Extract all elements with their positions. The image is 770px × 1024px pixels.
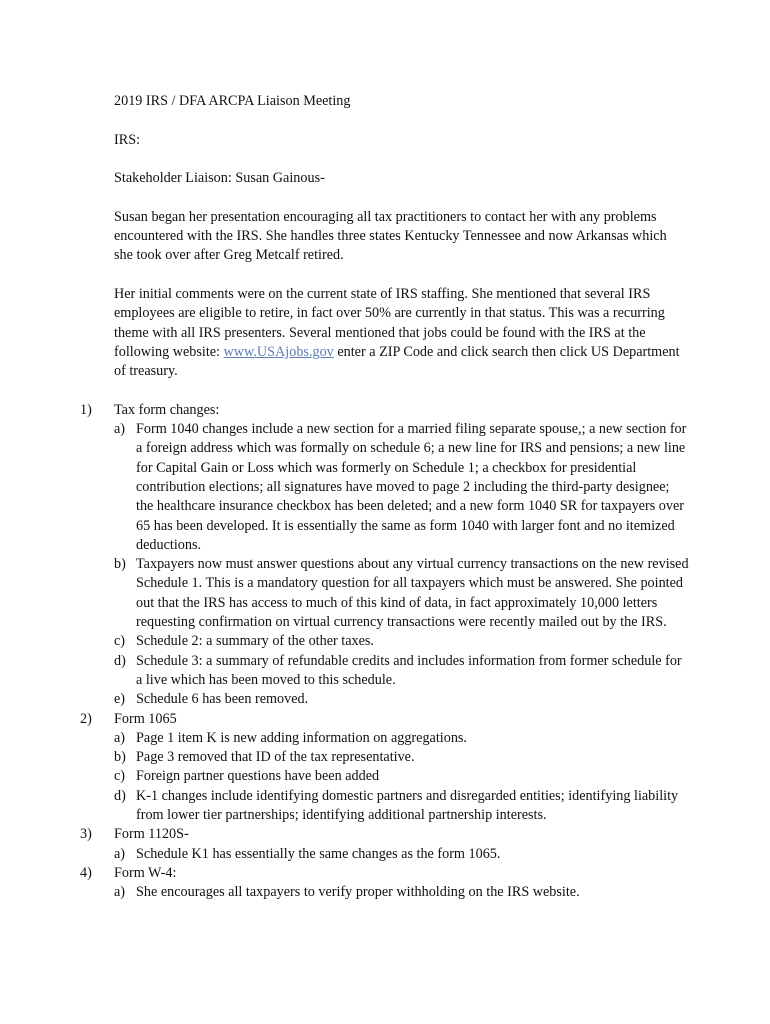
sub-item	[114, 729, 689, 748]
sub-item-letter: a)	[114, 845, 126, 862]
paragraph-staffing	[114, 285, 689, 381]
list-item	[80, 710, 689, 826]
sub-item-letter: e)	[114, 691, 126, 708]
list-item	[80, 864, 689, 903]
item-number: 2)	[80, 710, 92, 727]
list-item	[80, 825, 689, 864]
sub-item	[114, 690, 689, 709]
sub-item	[114, 767, 689, 786]
sub-item-letter: b)	[114, 749, 126, 766]
sub-item-letter: b)	[114, 556, 126, 573]
section-heading: IRS:	[114, 131, 141, 148]
sub-item	[114, 883, 689, 902]
document-body	[80, 92, 689, 902]
sub-item-text: Schedule K1 has essentially the same changes as the form 1065.	[136, 845, 501, 862]
sub-item-letter: d)	[114, 787, 126, 804]
sub-item-text: Schedule 2: a summary of the other taxes.	[136, 633, 374, 650]
sub-item	[114, 748, 689, 767]
sub-list	[114, 729, 689, 825]
usajobs-link[interactable]: www.USAjobs.gov	[223, 343, 334, 360]
sub-item-text: Page 3 removed that ID of the tax representative.	[136, 749, 415, 766]
sub-item	[114, 652, 689, 691]
item-number: 3)	[80, 826, 92, 843]
paragraph-staffing-text: Her initial comments were on the current state of IRS staffing. She mentioned that several IRS employees are eligible to retire, in fact over 50% are currently in that status. This was a recurring theme with all IRS presenters. Several mentioned that jobs could be found with the IRS at the following website:	[114, 285, 665, 360]
sub-item-letter: d)	[114, 652, 126, 669]
speaker-line: Stakeholder Liaison: Susan Gainous-	[114, 170, 325, 187]
sub-item-letter: a)	[114, 884, 126, 901]
item-number: 4)	[80, 864, 92, 881]
sub-list	[114, 845, 689, 864]
sub-item-letter: a)	[114, 729, 126, 746]
sub-item-letter: c)	[114, 768, 126, 785]
paragraph-staffing-tail: enter a ZIP Code and click search then click US Department of treasury.	[114, 343, 680, 380]
list-item	[80, 401, 689, 710]
sub-item-text: Schedule 3: a summary of refundable credits and includes information from former schedule for a live which has been moved to this schedule.	[136, 652, 682, 688]
sub-item-text: Foreign partner questions have been added	[136, 768, 380, 785]
item-label: Form 1065	[114, 710, 177, 727]
sub-item	[114, 845, 689, 864]
item-label: Tax form changes:	[114, 401, 220, 418]
sub-item	[114, 787, 689, 826]
sub-item-letter: c)	[114, 633, 126, 650]
sub-item-letter: a)	[114, 421, 126, 438]
sub-item-text: Page 1 item K is new adding information on aggregations.	[136, 729, 467, 746]
sub-item	[114, 420, 689, 555]
sub-item-text: Schedule 6 has been removed.	[136, 691, 309, 708]
sub-item-text: She encourages all taxpayers to verify proper withholding on the IRS website.	[136, 884, 580, 901]
item-label: Form W-4:	[114, 864, 177, 881]
paragraph-intro: Susan began her presentation encouraging all tax practitioners to contact her with any problems encountered with the IRS. She handles three states Kentucky Tennessee and now Arkansas which she took over after Greg Metcalf retired.	[114, 208, 667, 264]
document-title: 2019 IRS / DFA ARCPA Liaison Meeting	[114, 93, 351, 109]
sub-item-text: Taxpayers now must answer questions about any virtual currency transactions on the new revised Schedule 1. This is a mandatory question for all taxpayers which must be answered. She pointed out that the IRS has access to much of this kind of data, in fact approximately 10,000 letters requesting confirmation on virtual currency transactions were recently mailed out by the IRS.	[136, 556, 689, 631]
sub-item-text: Form 1040 changes include a new section for a married filing separate spouse,; a new section for a foreign address which was formally on schedule 6; a new line for IRS and pensions; a new line for Capital Gain or Loss which was formerly on Schedule 1; a checkbox for presidential contribution elections; all signatures have moved to page 2 including the third-party designee; the healthcare insurance checkbox has been deleted; and a new form 1040 SR for taxpayers over 65 has been developed. It is essentially the same as form 1040 with larger font and no itemized deductions.	[136, 421, 687, 553]
item-label: Form 1120S-	[114, 826, 189, 843]
sub-item-text: K-1 changes include identifying domestic partners and disregarded entities; identifying liability from lower tier partnerships; identifying additional partnership interests.	[136, 787, 679, 823]
sub-list	[114, 883, 689, 902]
sub-item	[114, 555, 689, 632]
numbered-list	[80, 401, 689, 903]
sub-item	[114, 632, 689, 651]
item-number: 1)	[80, 401, 92, 418]
sub-list	[114, 420, 689, 709]
